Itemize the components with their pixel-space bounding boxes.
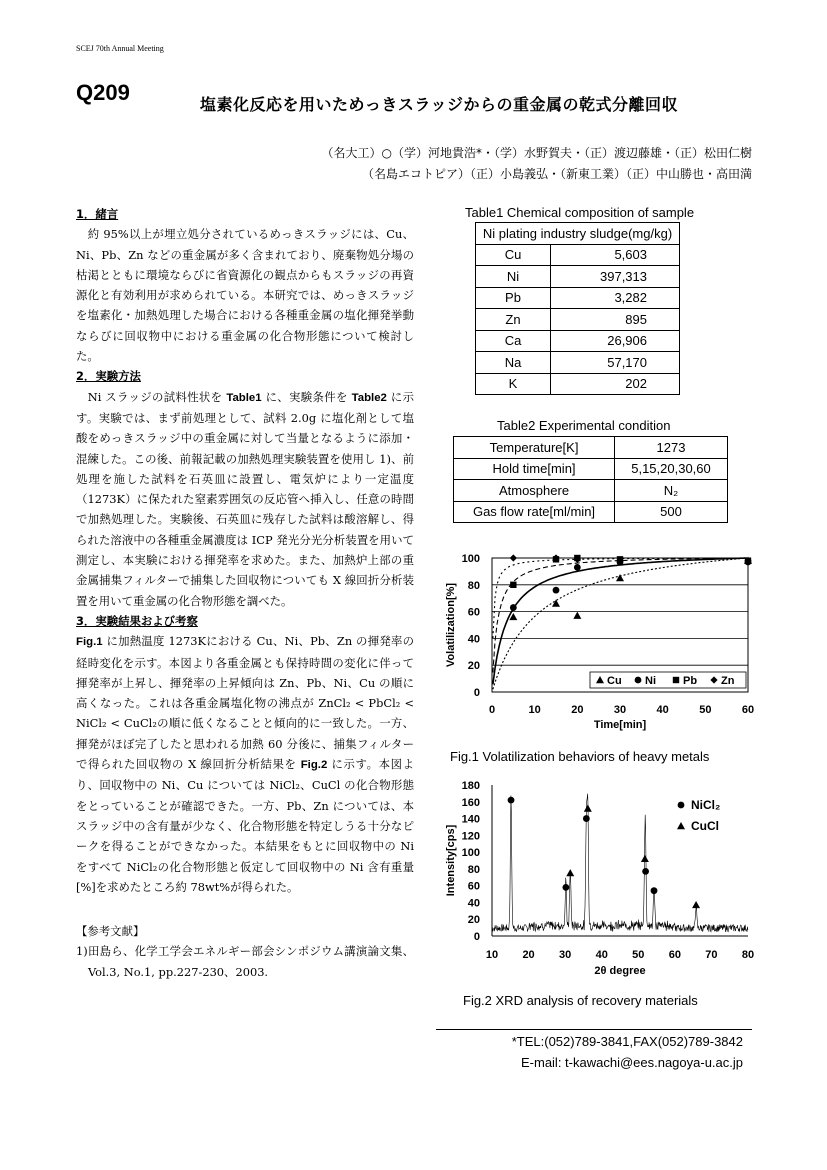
table1 [475,222,680,395]
y-tick-label: 120 [461,830,480,843]
paper-number: Q209 [76,80,130,105]
peak-marker-cucl [584,804,592,811]
authors-line-1: （名大工）○（学）河地貴浩*・（学）水野賀夫・（正）渡辺藤雄・（正）松田仁樹 [321,146,752,160]
table-cell-label: Zn [476,309,551,331]
x-tick-label: 40 [595,949,608,961]
data-point-cu [616,574,624,581]
data-point-ni [553,587,560,594]
table2-caption: Table2 Experimental condition [497,418,671,433]
authors [322,143,752,185]
data-point-pb [510,582,516,588]
peak-marker-nicl2 [562,884,569,891]
meeting-label: SCEJ 70th Annual Meeting [76,44,164,53]
contact-email: E-mail: t-kawachi@ees.nagoya-u.ac.jp [520,1055,743,1070]
table-row [476,330,680,352]
table-row [454,480,728,502]
table-cell-value: 895 [551,309,680,331]
y-tick-label: 60 [467,880,480,893]
table-row [476,373,680,395]
peak-marker-cucl [692,901,700,908]
y-tick-label: 0 [473,931,480,943]
legend-label: Ni [645,675,656,687]
table-cell-label: Pb [476,287,551,309]
y-tick-label: 140 [461,813,480,826]
table-cell-value: 5,15,20,30,60 [615,458,728,480]
table1-caption: Table1 Chemical composition of sample [465,205,695,220]
peak-marker-cucl [566,869,574,876]
y-tick-label: 0 [473,687,480,699]
table-cell-label: Atmosphere [454,480,615,502]
table-cell-value: 397,313 [551,266,680,288]
x-tick-label: 10 [485,949,499,961]
data-point-ni [574,564,581,571]
table-row [454,501,728,523]
table-cell-value: 1273 [615,437,728,459]
y-tick-label: 40 [467,897,480,910]
paper-title: 塩素化反応を用いためっきスラッジからの重金属の乾式分離回収 [200,95,679,114]
legend-label: NiCl₂ [691,798,721,812]
reference-item: 1)田島ら、化学工学会エネルギー部会シンポジウム講演論文集、Vol.3, No.1, pp.227-230、2003. [76,944,414,979]
section-heading: 1．緒言 [76,207,119,221]
table-row [476,287,680,309]
paragraph: 約 95%以上が埋立処分されているめっきスラッジには、Cu、Ni、Pb、Zn などの重金属が多く含まれており、廃棄物処分場の枯渇とともに環境ならびに省資源化の観点からもスラッジの再資源化と有効利用が求められている。本研究では、めっきスラッジを塩素化・加熱処理した場合における各種重金属の塩化揮発挙動ならびに回収物中における重金属の化合物形態について検討した。 [76,227,414,364]
legend-marker [677,822,685,829]
section-heading: 3．実験結果および考察 [76,613,198,628]
table-cell-label: Temperature[K] [454,437,615,459]
table-cell-value: 500 [615,501,728,523]
y-axis-label: Intensity[cps] [445,824,457,897]
volatilization-chart [440,550,760,740]
y-axis-label: Volatilization[%] [445,582,457,668]
table-cell-value: N₂ [615,480,728,502]
table-cell-value: 202 [551,373,680,395]
y-tick-label: 60 [467,606,480,619]
xrd-trace [492,794,748,932]
table-row [476,352,680,374]
y-tick-label: 20 [467,660,480,673]
table2 [453,436,728,523]
table-row [454,458,728,480]
legend-label: CuCl [691,819,719,833]
data-point-ni [510,604,517,611]
table-cell-label: Hold time[min] [454,458,615,480]
x-tick-label: 40 [656,704,669,716]
section-heading: 2．実験方法 [76,369,141,384]
y-tick-label: 80 [467,863,480,876]
references-heading: 【参考文献】 [76,924,145,939]
table-row [476,309,680,331]
fit-curve [493,558,747,638]
fig1-caption: Fig.1 Volatilization behaviors of heavy metals [450,749,710,764]
y-tick-label: 180 [461,780,480,792]
paragraph: Ni スラッジの試料性状を Table1 に、実験条件を Table2 に示す。実験では、まず前処理として、試料 2.0g に塩化剤として塩酸をめっきスラッジ中の重金属に対して当量となるように添加・混練した。この後、前報記載の加熱処理実験装置を使用し 1)、前処理を施した試料を石英皿に設置し、電気炉により一定温度（1273K）に保たれた窒素雰囲気の反応管へ挿入し、任意の時間で加熱処理した。実験後、石英皿に残存した試料は酸溶解し、得られた溶液中の各種重金属濃度は ICP 発光分光分析装置を用いて測定し、本実験における揮発率を求めた。また、加熱炉上部の重金属捕集フィルターで捕集した回収物についても X 線回折分析装置を用いて重金属の化合物形態を調べた。 [76,389,414,608]
legend-marker [673,677,679,683]
x-tick-label: 30 [613,704,627,716]
x-tick-label: 60 [668,949,681,961]
table-cell-label: Ni [476,266,551,288]
peak-marker-nicl2 [508,797,515,804]
legend-marker [635,677,642,684]
y-tick-label: 20 [467,914,480,927]
contact-info [512,1031,743,1073]
y-tick-label: 100 [461,553,480,565]
body-text [76,204,414,982]
peak-marker-cucl [641,855,649,862]
legend-marker [678,802,685,809]
y-tick-label: 80 [467,579,480,592]
x-tick-label: 20 [522,949,535,961]
y-tick-label: 100 [461,847,480,860]
data-point-cu [552,600,560,607]
table-cell-label: Na [476,352,551,374]
table-row [454,437,728,459]
x-axis-label: 2θ degree [594,965,646,977]
data-point-zn [510,554,517,561]
contact-divider [436,1029,752,1030]
peak-marker-nicl2 [642,868,649,875]
paragraph: Fig.1 に加熱温度 1273Kにおける Cu、Ni、Pb、Zn の揮発率の経時変化を示す。本図より各重金属とも保持時間の変化に伴って揮発率が上昇し、揮発率の上昇傾向は Zn、Pb、Ni、Cu の順に高くなった。これは各重金属塩化物の沸点が ZnCl₂ < PbCl₂ < NiCl₂ < CuCl₂の順に低くなることと傾向的に一致した。一方、揮発がほぼ完了したと思われる加熱 60 分後に、捕集フィルターで得られた回収物の X 線回折分析結果を Fig.2 に示す。本図より、回収物中の Ni、Cu については NiCl₂、CuCl の化合物形態をとっていることが確認できた。一方、Pb、Zn については、本スラッジ中の含有量が少なく、化合物形態を特定しうる十分なピークを得ることができなかった。本結果をもとに回収物中の Ni をすべて NiCl₂の化合物形態と仮定して回収物中の Ni 含有重量[%]を求めたところ約 78wt%が得られた。 [76,634,414,894]
table-cell-value: 57,170 [551,352,680,374]
table-cell-value: 5,603 [551,244,680,266]
x-tick-label: 70 [705,949,718,961]
table-cell-label: Ca [476,330,551,352]
x-tick-label: 60 [741,704,755,716]
table-row [476,266,680,288]
legend-label: Zn [721,675,735,687]
x-tick-label: 10 [528,704,541,716]
table-cell-value: 3,282 [551,287,680,309]
xrd-chart [440,775,760,985]
x-tick-label: 80 [741,949,755,961]
table-cell-label: Cu [476,244,551,266]
x-tick-label: 0 [488,704,496,716]
x-tick-label: 50 [699,704,712,716]
authors-line-2: （名島エコトピア）（正）小島義弘・（新東工業）（正）中山勝也・高田満 [361,167,752,181]
peak-marker-nicl2 [583,815,590,822]
data-point-cu [573,612,581,619]
y-tick-label: 160 [461,796,480,809]
legend-label: Cu [607,675,622,687]
fig2-caption: Fig.2 XRD analysis of recovery materials [463,993,698,1008]
table-cell-label: Gas flow rate[ml/min] [454,501,615,523]
x-tick-label: 30 [559,949,572,961]
contact-tel: *TEL:(052)789-3841,FAX(052)789-3842 [511,1034,743,1049]
table-cell-label: K [476,373,551,395]
x-axis-label: Time[min] [593,719,647,731]
table-row [476,244,680,266]
x-tick-label: 50 [632,949,645,961]
table1-header: Ni plating industry sludge(mg/kg) [476,223,680,245]
legend-label: Pb [683,675,698,687]
peak-marker-nicl2 [651,887,658,894]
table-cell-value: 26,906 [551,330,680,352]
x-tick-label: 20 [571,704,584,716]
y-tick-label: 40 [467,633,480,646]
